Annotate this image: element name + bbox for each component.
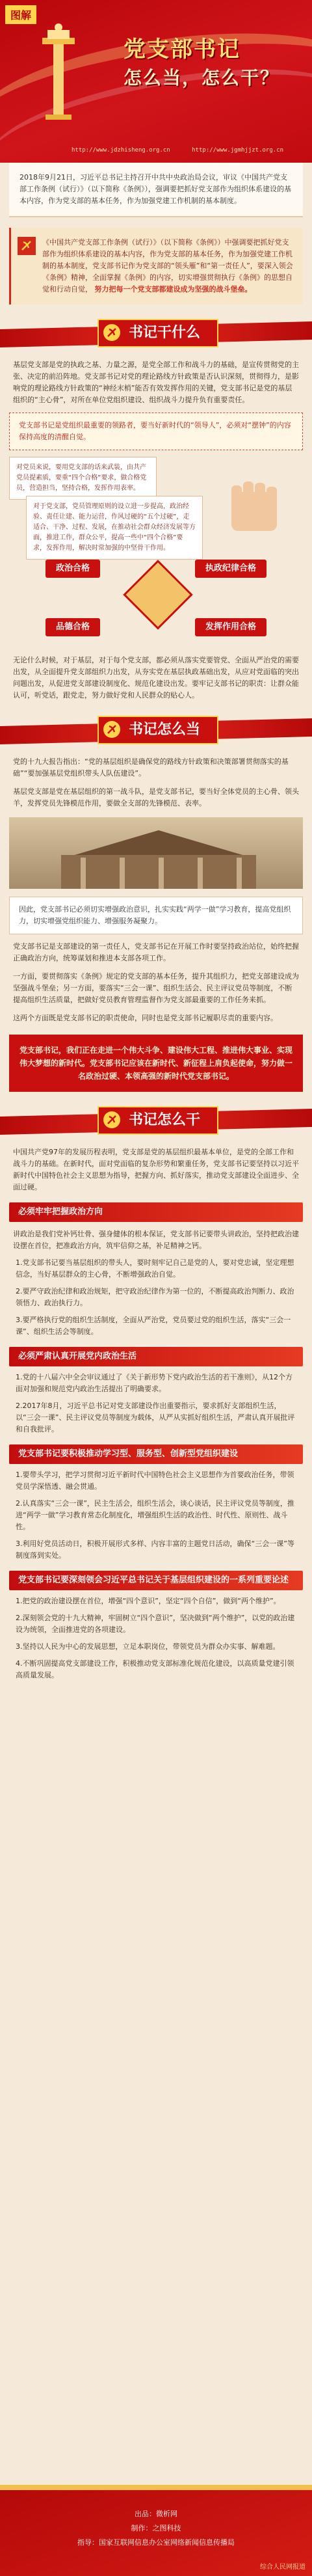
list-item: 2.深刻领会党的十九大精神，牢固树立“四个意识”，坚决做到“两个维护”，以党的政治建设为统领，全面推进党的各项建设。 [16,1614,295,1634]
page-subtitle: 怎么当，怎么干？ [124,67,280,88]
party-emblem-icon [103,1111,121,1129]
four-qualified-diagram [0,550,312,648]
building-column [198,858,203,889]
list-item: 3.坚持以人民为中心的发展思想，立足本职岗位，带领党员为群众办实事、解难题。 [16,1642,280,1651]
footer-credit: 综合人民网报道 [260,2564,306,2571]
site-url-left[interactable]: http://www.jdzhisheng.org.cn [72,147,170,154]
building-column [237,858,242,889]
list-item: 3.利用好党员活动日，积极开展形式多样、内容丰富的主题党日活动，确保“三会一课”等制度落到实处。 [16,1539,294,1560]
section2-paragraph-5: 这两个方面既是党支部书记的职责使命，同时也是党支部书记履职尽责的重要内容。 [13,1014,278,1022]
chip-role: 发挥作用合格 [195,618,266,636]
mini-card-branch: 对于党支部，党员管理原则的设立进一步提高，政治经验、责任让建、能力运营，作风过硬的“五个过硬”，走适合、干净、过程、发展，在推动社会群众经济发展等方面，推进工作，群众公平，提高一些中“四个合格”要求，发挥作用，解决时常加强的中坚骨干作用。 [26,496,203,560]
section1-paragraph-3: 无论什么时候，对于基层，对于每个党支部，都必须从落实党要管党、全面从严治党的需要出发，从全面提升党支部组织力出发，从夯实党在基层执政基础出发，从应对党面临的突出问题出发，从促进党支部建设制度化、规范化建设出发。要牢记支部书记的职责：让群众能认可，听党话，跟党走，努力做好党和人民群众的贴心人。 [13,656,299,699]
site-url-right[interactable]: http://www.jgmhjjzt.org.cn [192,147,284,154]
subhead1-body: 讲政治是我们党补钙壮骨、强身健体的根本保证，党支部书记要带头讲政治，坚持把政治建设摆在首位，把准政治方向，筑牢信仰之基，补足精神之钙。 [13,1230,299,1250]
list-item: 1.党的十八届六中全会审议通过了《关于新形势下党内政治生活的若干准则》，从12个方面对加强和规范党内政治生活提出了明确要求。 [16,1373,292,1393]
building-roof [48,830,269,856]
mini-cards [9,457,303,552]
subhead-political-life: 必须严肃认真开展党内政治生活 [9,1347,303,1366]
section-title-text: 书记怎么当 [129,722,201,738]
section2-paragraph-4: 一方面，要贯彻落实《条例》规定的党支部的基本任务，提升其组织力，把党支部建设成为坚强战斗堡垒；另一方面，要落实“三会一课”、组织生活会、民主评议党员等制度，不断提高组织生活质量，把做好党员教育管理监督作为党支部最重要的工作任务来抓。 [13,972,299,1004]
four-qualified-center [123,560,192,629]
chip-morality: 品德合格 [46,618,100,636]
footer [0,2485,312,2576]
section1-red-note: 党支部书记是党组织最重要的领路者，要当好新时代的“领导人”，必须对“摆钟”的内容保持高度的清醒自觉。 [9,413,303,450]
building-column [120,858,125,889]
list-item: 1.党支部书记要当基层组织的带头人，要时刻牢记自己是党的人，要对党忠诚，坚定理想信念，当好基层群众的主心骨，不断增强政治自觉。 [16,1258,294,1279]
huabiao-pillar-icon [36,23,81,121]
footer-maker: 制作：之图科技 [131,2524,181,2532]
building-column [81,858,86,889]
illustration-tag: 图解 [5,5,36,24]
quote-highlight: 努力把每一个党支部都建设成为坚强的战斗堡垒。 [94,285,252,293]
section-title-what [98,319,218,347]
raised-fist-icon [205,472,303,537]
subhead-political-direction: 必须牢牢把握政治方向 [9,1202,303,1222]
subhead3-list [9,1469,303,1562]
section2-paragraph-3: 党支部书记是支部建设的第一责任人，党支部书记在开展工作时要坚持政治站位，始终把握正确政治方向，统筹谋划和推进本支部各项工作。 [13,942,299,962]
section2-red-panel: 党支部书记，我们正在走进一个伟大斗争、建设伟大工程、推进伟大事业、实现伟大梦想的新时代。党支部书记应该在新时代、新征程上肩负起使命，努力做一名政治过硬、本领高强的新时代党支部书记。 [9,1035,303,1092]
party-emblem-icon [103,720,121,739]
section1-paragraph-1: 基层党支部是党的执政之基、力量之源，是党全部工作和战斗力的基础，是宣传贯彻党的主张、决定的前沿阵地。党支部书记对党的理论路线方针政策是否认识深刻，贯彻得力，是影响党的理论路线方针政策的“神经末梢”能否有效发挥作用的关键，党支部书记是党的基层组织的“主心骨”，对所在单位党组织建设、组织战斗力提升负有重要责任。 [13,360,299,404]
party-emblem-icon [18,237,36,255]
party-emblem-icon [103,323,121,342]
regulation-quote [9,228,303,305]
section2-paragraph-2: 基层党支部是党在基层组织的第一战斗队，是党支部书记，要当好全体党员的主心骨、领头羊，发挥党员先锋模范作用，要做全支部的先锋模范、表率。 [13,787,299,807]
list-item: 3.要严格执行党的组织生活制度，全面从严治党，党员要过党的组织生活，落实“三会一课”、组织生活会等制度。 [16,1316,291,1336]
list-item: 1.要带头学习，把学习贯彻习近平新时代中国特色社会主义思想作为首要政治任务，带领党员学深悟透、融会贯通。 [16,1471,294,1491]
section-banner-how-to-be [0,714,312,750]
subhead-xi-remarks: 党支部书记要深刻领会习近平总书记关于基层组织建设的一系列重要论述 [9,1571,303,1590]
quote-text: 《中国共产党支部工作条例（试行）》（以下简称《条例》）中强调要把抓好党支部作为组织体系建设的基本内容，作为党支部的基本任务，作为加强党建工作机制的基本制度，党支部书记作为党支部的“领头雁”和“第一责任人”，要深入领会《条例》精神，全面掌握《条例》的内容，切实增强贯彻执行《条例》的思想自觉和行动自觉， [42,238,293,293]
footer-source: 出品：微析网 [135,2510,177,2518]
building-column [159,858,164,889]
subhead-learning-org: 党支部书记要积极推动学习型、服务型、创新型党组织建设 [9,1444,303,1464]
mini-card-party-member: 对党员来说，要用党支部的话来武装，由共产党员提素质，要重“四个合格”要求，做合格党员，营造担当，坚持合格，发挥作用表率。 [9,457,157,500]
site-urls [72,147,302,154]
chip-discipline: 执政纪律合格 [195,560,266,578]
page-title: 党支部书记 [124,36,240,62]
chip-political: 政治合格 [46,560,100,578]
footer-guide: 指导：国家互联网信息办公室网络新闻信息传播局 [77,2538,235,2547]
section-banner-how-to-do [0,1105,312,1140]
section-banner-what [0,318,312,353]
subhead1-list [9,1257,303,1338]
list-item: 1.把党的政治建设摆在首位，增强“四个意识”，坚定“四个自信”，做到“两个维护”。 [16,1597,281,1605]
footer-gold-strip [0,2485,312,2490]
list-item: 2.要严守政治纪律和政治规矩，把守政治纪律作为第一位的，不断提高政治判断力、政治领悟力、政治执行力。 [16,1287,294,1307]
section2-box: 因此，党支部书记必须切实增强政治意识，扎实实践“两学一做”学习教育，提高党组织力，切实增强党组织能力、增强服务凝聚力。 [9,897,303,934]
hero-banner [0,0,312,163]
building-illustration [9,817,303,889]
section-title-text: 书记怎么干 [129,1112,201,1128]
section3-intro: 中国共产党97年的发展历程表明，党支部是党的基层组织最基本单位，是党的全部工作和战斗力的基础。在新时代，面对党面临的复杂形势和繁重任务，党支部书记要坚持以习近平新时代中国特色社会主义思想为指导，把握方向、抓好落实，推动党支部建设全面进步、全面过硬。 [13,1148,299,1191]
section-title-how-to-be [98,716,218,744]
intro-paragraph: 2018年9月21日，习近平总书记主持召开中共中央政治局会议，审议《中国共产党支部工作条例（试行）》（以下简称《条例》），强调要把抓好党支部作为组织体系建设的基本内容，作为党支部的基本任务，作为加强党建工作机制的基本制度。 [9,163,303,217]
list-item: 4.不断巩固提高党支部建设工作，积极推动党支部标准化规范化建设，以高质量党建引领高质量发展。 [16,1659,294,1679]
section-title-how-to-do [98,1106,218,1135]
section2-paragraph-1: 党的十九大报告指出：“党的基层组织是确保党的路线方针政策和决策部署贯彻落实的基础”“要加强基层党组织带头人队伍建设”。 [13,757,289,778]
section-title-text: 书记干什么 [129,325,201,341]
subhead4-list [9,1595,303,1681]
subhead2-list [9,1372,303,1435]
list-item: 2.认真落实“三会一课”，民主生活会，组织生活会，谈心谈话，民主评议党员等制度，推进“两学一做”学习教育常态化制度化，增强组织生活的政治性、时代性、原则性、战斗性。 [16,1499,294,1531]
list-item: 2.2017年8月，习近平总书记对党支部建设作出重要指示，要求抓好支部组织生活，以“三会一课”、民主评议党员等制度为载体，从严从实抓好组织生活，严肃认真开展批评和自我批评。 [16,1402,295,1433]
